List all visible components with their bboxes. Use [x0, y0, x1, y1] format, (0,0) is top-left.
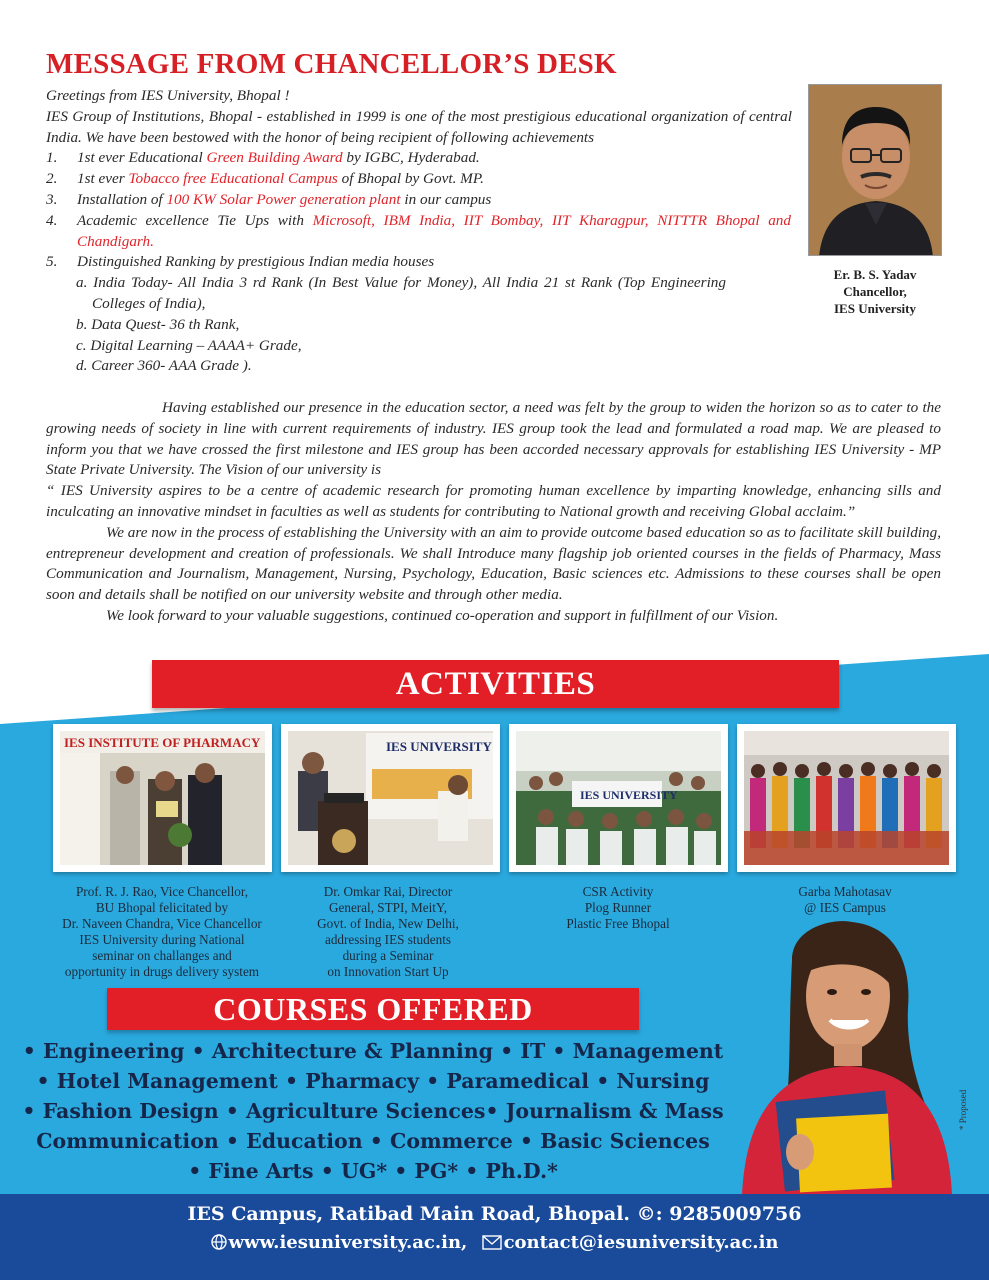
chancellor-caption	[800, 266, 950, 317]
courses-heading: COURSES OFFERED	[213, 991, 533, 1027]
pharmacy-banner-text: IES INSTITUTE OF PHARMACY	[64, 735, 261, 750]
activity-caption-csr: CSR Activity Plog Runner Plastic Free Bhopal	[566, 884, 670, 931]
courses-line: • Hotel Management • Pharmacy • Paramedical • Nursing	[36, 1069, 710, 1093]
email-link[interactable]: contact@iesuniversity.ac.in	[503, 1232, 779, 1253]
startup-banner-text: IES UNIVERSITY	[386, 739, 492, 754]
activity-caption-garba: Garba Mahotasav @ IES Campus	[798, 884, 892, 915]
list-item: b. Data Quest- 36 th Rank,	[76, 315, 240, 333]
activity-photo-garba	[737, 724, 956, 872]
footer-contacts	[0, 1229, 989, 1259]
activity-photo-pharmacy	[53, 724, 272, 872]
chancellor-org: IES University	[834, 301, 916, 316]
activities-heading: ACTIVITIES	[395, 666, 596, 702]
message-body	[46, 86, 792, 377]
list-item: 4. Academic excellence Tie Ups with Microsoft, IBM India, IIT Bombay, IIT Kharagpur, NITTTR Bhopal and Chandigarh.	[46, 211, 791, 250]
activity-photo-startup	[281, 724, 500, 872]
csr-banner-text: IES UNIVERSITY	[580, 788, 678, 802]
footer-address: IES Campus, Ratibad Main Road, Bhopal. ©: 9285009756	[187, 1203, 802, 1225]
courses-line: Communication • Education • Commerce • Basic Sciences	[36, 1129, 710, 1153]
list-item: 5. Distinguished Ranking by prestigious Indian media houses	[46, 253, 435, 271]
activity-photo-csr	[509, 724, 728, 872]
chancellor-name: Er. B. S. Yadav	[833, 267, 917, 282]
csr-plog-run-image	[516, 731, 721, 865]
student-photo	[722, 920, 967, 1195]
list-item: 2. 1st ever Tobacco free Educational Campus of Bhopal by Govt. MP.	[46, 170, 484, 188]
courses-line: • Engineering • Architecture & Planning • IT • Management	[22, 1039, 724, 1063]
chancellor-photo	[808, 84, 942, 256]
activity-caption-startup: Dr. Omkar Rai, Director General, STPI, MeitY, Govt. of India, New Delhi, addressing IES students during a Seminar on Innovation Start Up	[317, 884, 459, 979]
student-with-books-image	[722, 920, 967, 1195]
vision-statement: “ IES University aspires to be a centre of academic research for promoting human excellence by imparting knowledge, enhancing sills and inculcating an innovative mindset in faculties as well as students for contributing to National growth and receiving Global acclaim.”	[46, 482, 941, 520]
activities-banner	[152, 660, 839, 708]
rankings-list	[46, 273, 792, 377]
list-item: 3. Installation of 100 KW Solar Power generation plant in our campus	[46, 190, 492, 208]
mail-icon	[482, 1231, 502, 1259]
startup-seminar-image	[288, 731, 493, 865]
greeting-text: Greetings from IES University, Bhopal !	[46, 87, 290, 104]
website-link[interactable]: www.iesuniversity.ac.in,	[228, 1232, 468, 1253]
globe-icon	[211, 1231, 227, 1259]
intro-text: IES Group of Institutions, Bhopal - established in 1999 is one of the most prestigious educational organization of central India. We have been bestowed with the honor of being recipient of following achievements	[46, 107, 792, 146]
activity-caption-pharmacy: Prof. R. J. Rao, Vice Chancellor, BU Bhopal felicitated by Dr. Naveen Chandra, Vice Chancellor IES University during National seminar on challanges and opportunity in drugs delivery system	[62, 884, 262, 979]
courses-line: • Fine Arts • UG* • PG* • Ph.D.*	[188, 1159, 558, 1183]
process-paragraph: We are now in the process of establishing the University with an aim to provide outcome based education so as to facilitate skill building, entrepreneur development and creation of professionals. We shall Introduce many flagship job oriented courses in the fields of Pharmacy, Mass Communication and Journalism, Management, Nursing, Psychology, Education, Basic sciences etc. Admissions to these courses shall be open soon and details shall be notified on our university website and through other media.	[46, 523, 941, 604]
pharmacy-seminar-image	[60, 731, 265, 865]
closing-paragraph: We look forward to your valuable suggestions, continued co-operation and support in fulfillment of our Vision.	[106, 606, 779, 624]
proposed-note: * Proposed	[958, 1089, 968, 1130]
chancellor-role: Chancellor,	[843, 284, 907, 299]
courses-list	[18, 1036, 728, 1186]
message-continued	[46, 398, 941, 627]
chancellor-portrait-image	[809, 85, 942, 256]
courses-line: • Fashion Design • Agriculture Sciences• Journalism & Mass	[22, 1099, 724, 1123]
achievements-list	[46, 148, 792, 273]
list-item: c. Digital Learning – AAAA+ Grade,	[76, 336, 302, 354]
list-item: a. India Today- All India 3 rd Rank (In Best Value for Money), All India 21 st Rank (Top Engineering Colleges of India),	[76, 274, 726, 312]
establishment-paragraph: Having established our presence in the education sector, a need was felt by the group to widen the horizon so as to cater to the growing needs of society in line with current requirements of industry. IES group took the lead and formulated a road map. We are pleased to inform you that we have crossed the first milestone and IES group has been accorded necessary approvals for establishing IES University - MP State Private University. The Vision of our university is	[46, 399, 941, 479]
courses-banner	[107, 988, 639, 1030]
list-item: 1. 1st ever Educational Green Building Award by IGBC, Hyderabad.	[46, 149, 480, 167]
garba-celebration-image	[744, 731, 949, 865]
list-item: d. Career 360- AAA Grade ).	[76, 357, 252, 375]
page-title: MESSAGE FROM CHANCELLOR’S DESK	[46, 48, 617, 80]
